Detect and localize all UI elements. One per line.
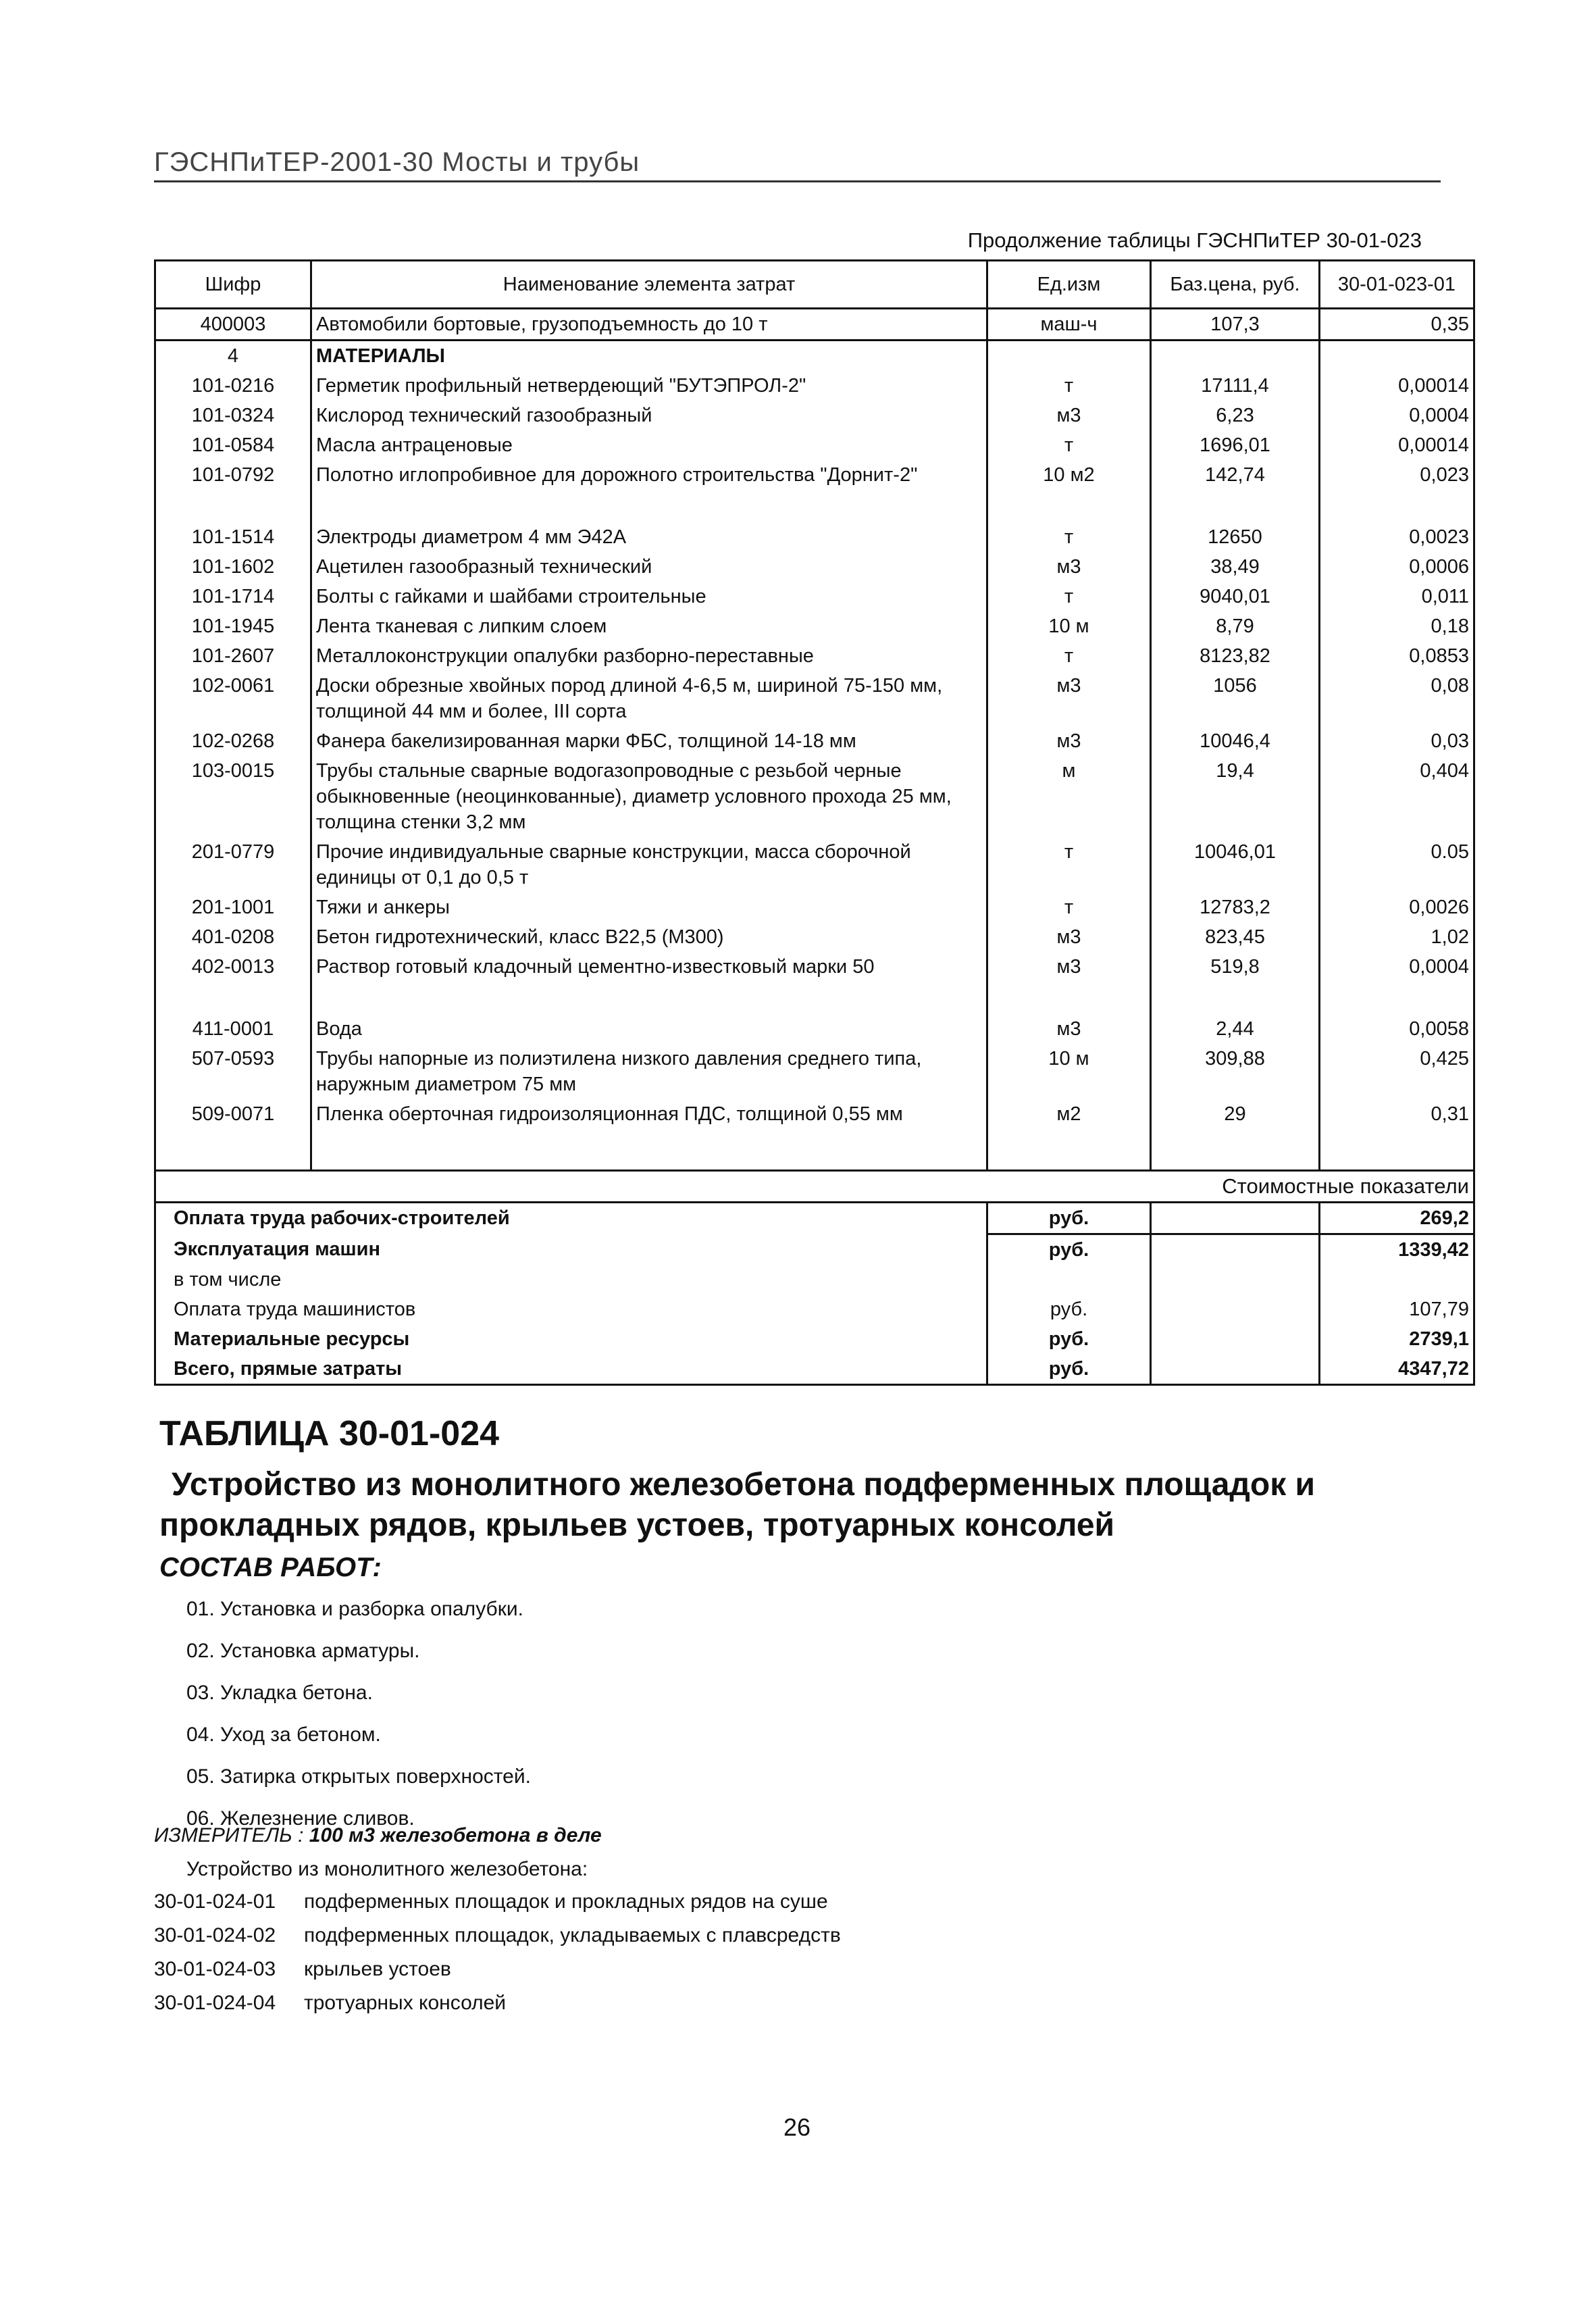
row-code: 411-0001 [155,1014,311,1044]
materials-header-row [155,341,1474,372]
row-price: 309,88 [1151,1044,1320,1099]
row-price: 823,45 [1151,922,1320,952]
summary-row [155,1294,1474,1324]
row-unit: м3 [987,552,1151,582]
summary-name: Оплата труда рабочих-строителей [155,1203,987,1234]
row-unit: м3 [987,952,1151,982]
variant-item [154,1890,841,1924]
row-price: 2,44 [1151,1014,1320,1044]
summary-value: 1339,42 [1320,1234,1474,1265]
section-title [159,1465,1375,1546]
row-value: 0,0004 [1320,952,1474,982]
row-value: 0,31 [1320,1099,1474,1129]
table-row [155,611,1474,641]
column-header-code: Шифр [155,261,311,309]
row-name: Трубы напорные из полиэтилена низкого давления среднего типа, наружным диаметром 75 мм [311,1044,987,1099]
row-name: Электроды диаметром 4 мм Э42А [311,522,987,552]
summary-unit [987,1265,1151,1294]
summary-unit: руб. [987,1354,1151,1385]
variant-item [154,1958,841,1992]
cost-header: Стоимостные показатели [155,1171,1474,1203]
row-unit: м3 [987,1014,1151,1044]
variant-text: тротуарных консолей [304,1992,507,2014]
row-value: 0,0058 [1320,1014,1474,1044]
summary-row [155,1324,1474,1354]
summary-value: 4347,72 [1320,1354,1474,1385]
row-name: Масла антраценовые [311,430,987,460]
summary-value: 2739,1 [1320,1324,1474,1354]
work-item: 03. Укладка бетона. [186,1682,373,1704]
spacer-row [155,982,1474,1014]
row-unit: т [987,837,1151,892]
table-header-row [155,261,1474,309]
row-unit: м2 [987,1099,1151,1129]
row-name: Металлоконструкции опалубки разборно-переставные [311,641,987,671]
table-row [155,756,1474,837]
row-value: 0,0004 [1320,401,1474,430]
row-name: Полотно иглопробивное для дорожного строительства "Дорнит-2" [311,460,987,490]
section-title-line-1: Устройство из монолитного железобетона подферменных площадок и [172,1467,1316,1503]
row-code: 101-0216 [155,371,311,401]
works-list [186,1598,531,1849]
table-continuation-label: Продолжение таблицы ГЭСНПиТЕР 30-01-023 [967,228,1422,252]
running-header: ГЭСНПиТЕР-2001-30 Мосты и трубы [154,147,1441,182]
row-value: 0,00014 [1320,371,1474,401]
row-name: Вода [311,1014,987,1044]
variants-heading: Устройство из монолитного железобетона: [186,1858,588,1880]
row-unit: 10 м [987,611,1151,641]
row-value: 0,023 [1320,460,1474,490]
summary-unit: руб. [987,1203,1151,1234]
row-code: 509-0071 [155,1099,311,1129]
row-name: Фанера бакелизированная марки ФБС, толщиной 14-18 мм [311,726,987,756]
row-name: Прочие индивидуальные сварные конструкции, масса сборочной единицы от 0,1 до 0,5 т [311,837,987,892]
row-code: 507-0593 [155,1044,311,1099]
row-name: Пленка оберточная гидроизоляционная ПДС, толщиной 0,55 мм [311,1099,987,1129]
row-price: 9040,01 [1151,582,1320,611]
row-price: 10046,01 [1151,837,1320,892]
row-value: 0,35 [1320,309,1474,341]
row-unit: т [987,582,1151,611]
row-unit: т [987,892,1151,922]
row-price: 38,49 [1151,552,1320,582]
row-code: 101-0584 [155,430,311,460]
row-code: 103-0015 [155,756,311,837]
variants-list [154,1890,841,2026]
summary-row [155,1234,1474,1265]
row-unit: м3 [987,671,1151,726]
row-code: 101-1714 [155,582,311,611]
table-row [155,522,1474,552]
row-value: 0,0006 [1320,552,1474,582]
row-price: 10046,4 [1151,726,1320,756]
row-value: 0,011 [1320,582,1474,611]
row-value: 0,00014 [1320,430,1474,460]
row-name: Герметик профильный нетвердеющий "БУТЭПРОЛ-2" [311,371,987,401]
spacer-row [155,490,1474,522]
work-item: 06. Железнение сливов. [186,1807,415,1830]
column-header-unit: Ед.изм [987,261,1151,309]
works-composition-label: СОСТАВ РАБОТ: [159,1553,382,1582]
row-price: 12650 [1151,522,1320,552]
table-row [155,922,1474,952]
row-value: 0,0026 [1320,892,1474,922]
section-title-line-2: прокладных рядов, крыльев устоев, тротуарных консолей [159,1507,1115,1543]
row-code: 401-0208 [155,922,311,952]
row-name: Доски обрезные хвойных пород длиной 4-6,5 м, шириной 75-150 мм, толщиной 44 мм и более, III сорта [311,671,987,726]
table-row [155,641,1474,671]
row-unit: м [987,756,1151,837]
row-price: 17111,4 [1151,371,1320,401]
table-row [155,671,1474,726]
work-item: 04. Уход за бетоном. [186,1724,381,1746]
page-number: 26 [783,2113,811,2141]
row-price: 29 [1151,1099,1320,1129]
row-value: 0,0023 [1320,522,1474,552]
row-unit: 10 м2 [987,460,1151,490]
summary-name: Материальные ресурсы [155,1324,987,1354]
row-unit: т [987,371,1151,401]
row-value: 1,02 [1320,922,1474,952]
row-name: Трубы стальные сварные водогазопроводные с резьбой черные обыкновенные (неоцинкованные), диаметр условного прохода 25 мм, толщина стенки 3,2 мм [311,756,987,837]
row-price: 12783,2 [1151,892,1320,922]
row-name: Кислород технический газообразный [311,401,987,430]
row-price: 19,4 [1151,756,1320,837]
summary-value [1320,1265,1474,1294]
variant-code: 30-01-024-01 [154,1890,276,1913]
summary-unit: руб. [987,1234,1151,1265]
row-code: 102-0061 [155,671,311,726]
table-row [155,552,1474,582]
row-name: Автомобили бортовые, грузоподъемность до 10 т [311,309,987,341]
column-header-name: Наименование элемента затрат [311,261,987,309]
row-code: 102-0268 [155,726,311,756]
table-end-row [155,1129,1474,1171]
table-row [155,1014,1474,1044]
summary-row [155,1354,1474,1385]
row-code: 101-1514 [155,522,311,552]
row-value: 0,0853 [1320,641,1474,671]
resource-table [154,259,1475,1386]
work-item: 02. Установка арматуры. [186,1640,420,1662]
variant-code: 30-01-024-03 [154,1958,276,1980]
summary-unit: руб. [987,1294,1151,1324]
row-price: 6,23 [1151,401,1320,430]
variant-item [154,1924,841,1958]
row-code: 402-0013 [155,952,311,982]
variant-text: подферменных площадок и прокладных рядов на суше [304,1890,828,1913]
materials-heading: МАТЕРИАЛЫ [311,341,987,372]
row-code: 101-0324 [155,401,311,430]
summary-row [155,1265,1474,1294]
row-price: 8,79 [1151,611,1320,641]
summary-unit: руб. [987,1324,1151,1354]
row-unit: т [987,641,1151,671]
table-row [155,430,1474,460]
row-name: Раствор готовый кладочный цементно-известковый марки 50 [311,952,987,982]
row-unit: м3 [987,922,1151,952]
table-row [155,401,1474,430]
summary-value: 269,2 [1320,1203,1474,1234]
variant-code: 30-01-024-02 [154,1924,276,1946]
row-value: 0,404 [1320,756,1474,837]
row-code: 400003 [155,309,311,341]
row-name: Лента тканевая с липким слоем [311,611,987,641]
meter-line [154,1824,602,1847]
row-value: 0,08 [1320,671,1474,726]
row-unit: т [987,522,1151,552]
table-row [155,837,1474,892]
row-price: 142,74 [1151,460,1320,490]
meter-value: 100 м3 железобетона в деле [309,1824,602,1846]
row-price: 8123,82 [1151,641,1320,671]
row-price: 107,3 [1151,309,1320,341]
row-name: Тяжи и анкеры [311,892,987,922]
summary-name: в том числе [155,1265,987,1294]
variant-text: подферменных площадок, укладываемых с плавсредств [304,1924,841,1946]
row-unit: м3 [987,726,1151,756]
work-item: 01. Установка и разборка опалубки. [186,1598,523,1620]
summary-name: Всего, прямые затраты [155,1354,987,1385]
row-unit: т [987,430,1151,460]
row-value: 0,03 [1320,726,1474,756]
table-row [155,460,1474,490]
variant-code: 30-01-024-04 [154,1992,276,2014]
row-name: Болты с гайками и шайбами строительные [311,582,987,611]
row-price: 1056 [1151,671,1320,726]
row-code: 101-1945 [155,611,311,641]
table-row [155,726,1474,756]
table-row [155,582,1474,611]
summary-row [155,1203,1474,1234]
row-value: 0,425 [1320,1044,1474,1099]
row-code: 101-2607 [155,641,311,671]
table-row [155,309,1474,341]
variant-item [154,1992,841,2026]
row-price: 1696,01 [1151,430,1320,460]
summary-name: Оплата труда машинистов [155,1294,987,1324]
row-code: 101-0792 [155,460,311,490]
row-value: 0.05 [1320,837,1474,892]
row-name: Бетон гидротехнический, класс В22,5 (М300) [311,922,987,952]
meter-label: ИЗМЕРИТЕЛЬ : [154,1824,304,1846]
cost-header-row [155,1171,1474,1203]
table-row [155,892,1474,922]
table-row [155,1044,1474,1099]
row-code: 101-1602 [155,552,311,582]
row-code: 201-1001 [155,892,311,922]
row-price: 519,8 [1151,952,1320,982]
table-row [155,371,1474,401]
table-row [155,952,1474,982]
row-name: Ацетилен газообразный технический [311,552,987,582]
table-title: ТАБЛИЦА 30-01-024 [159,1414,500,1453]
row-value: 0,18 [1320,611,1474,641]
materials-code: 4 [155,341,311,372]
row-unit: 10 м [987,1044,1151,1099]
variant-text: крыльев устоев [304,1958,451,1980]
row-unit: м3 [987,401,1151,430]
summary-value: 107,79 [1320,1294,1474,1324]
table-row [155,1099,1474,1129]
work-item: 05. Затирка открытых поверхностей. [186,1765,531,1788]
row-unit: маш-ч [987,309,1151,341]
column-header-price: Баз.цена, руб. [1151,261,1320,309]
summary-name: Эксплуатация машин [155,1234,987,1265]
column-header-norm: 30-01-023-01 [1320,261,1474,309]
row-code: 201-0779 [155,837,311,892]
